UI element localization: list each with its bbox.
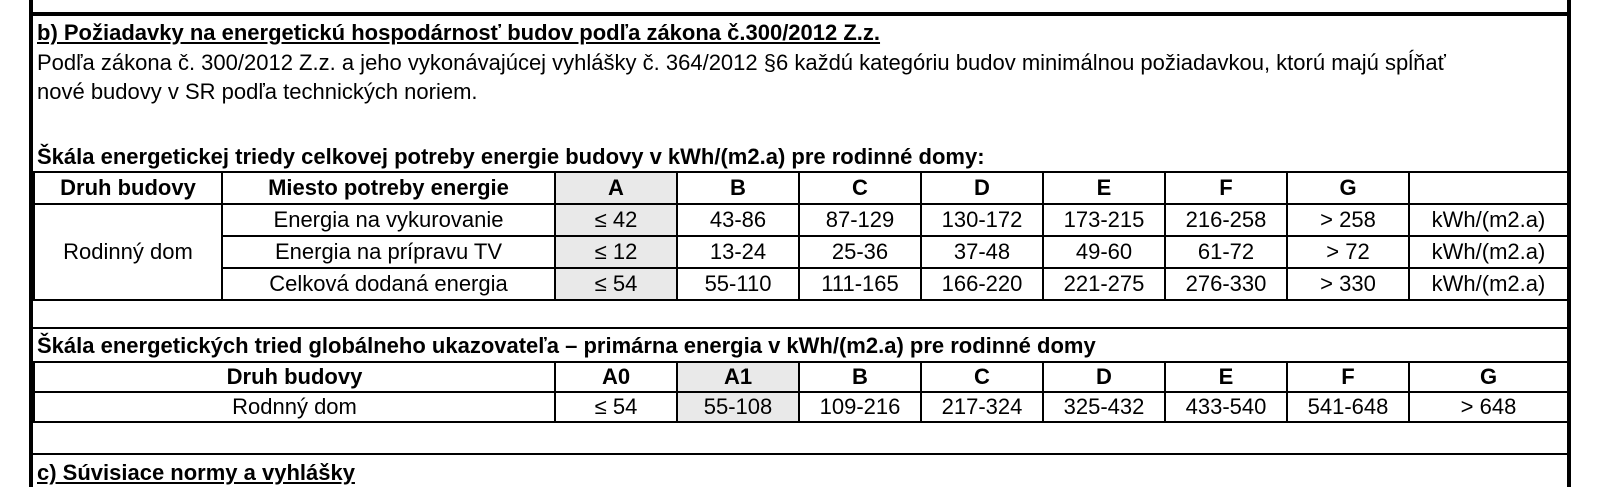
energy-use-label: Energia na vykurovanie <box>222 204 555 236</box>
table2-header-cell: A1 <box>677 362 799 392</box>
table1-header-cell: F <box>1165 172 1287 204</box>
unit-cell: kWh/(m2.a) <box>1409 268 1568 300</box>
table1-header-cell <box>1409 172 1568 204</box>
table2-title: Škála energetických tried globálneho ukazovateľa – primárna energia v kWh/(m2.a) pre rodinné domy <box>37 333 1096 358</box>
class-value-cell: 55-108 <box>677 392 799 422</box>
unit-cell: kWh/(m2.a) <box>1409 204 1568 236</box>
class-value-cell: 61-72 <box>1165 236 1287 268</box>
class-value-cell: 55-110 <box>677 268 799 300</box>
class-value-cell: ≤ 12 <box>555 236 677 268</box>
class-value-cell: ≤ 54 <box>555 268 677 300</box>
energy-class-table <box>33 171 1569 301</box>
class-value-cell: 433-540 <box>1165 392 1287 422</box>
class-value-cell: 217-324 <box>921 392 1043 422</box>
table1-header-cell: A <box>555 172 677 204</box>
table1-title: Škála energetickej triedy celkovej potreby energie budovy v kWh/(m2.a) pre rodinné domy: <box>37 144 985 169</box>
table1-header-cell: G <box>1287 172 1409 204</box>
table2-header-cell: C <box>921 362 1043 392</box>
table1-header-cell: E <box>1043 172 1165 204</box>
table2-header-cell: E <box>1165 362 1287 392</box>
section-divider <box>33 453 1567 455</box>
class-value-cell: 87-129 <box>799 204 921 236</box>
table2-header-cell: A0 <box>555 362 677 392</box>
class-value-cell: 276-330 <box>1165 268 1287 300</box>
table2-header-cell: G <box>1409 362 1568 392</box>
class-value-cell: 109-216 <box>799 392 921 422</box>
class-value-cell: > 330 <box>1287 268 1409 300</box>
class-value-cell: > 648 <box>1409 392 1568 422</box>
class-value-cell: 541-648 <box>1287 392 1409 422</box>
class-value-cell: > 258 <box>1287 204 1409 236</box>
unit-cell: kWh/(m2.a) <box>1409 236 1568 268</box>
class-value-cell: ≤ 42 <box>555 204 677 236</box>
table-row <box>34 392 1568 422</box>
class-value-cell: 216-258 <box>1165 204 1287 236</box>
class-value-cell: 37-48 <box>921 236 1043 268</box>
class-value-cell: 111-165 <box>799 268 921 300</box>
class-value-cell: 25-36 <box>799 236 921 268</box>
energy-use-label: Energia na prípravu TV <box>222 236 555 268</box>
table2-header-row <box>34 362 1568 392</box>
class-value-cell: 221-275 <box>1043 268 1165 300</box>
table1-header-cell: D <box>921 172 1043 204</box>
class-value-cell: 173-215 <box>1043 204 1165 236</box>
class-value-cell: 325-432 <box>1043 392 1165 422</box>
class-value-cell: 166-220 <box>921 268 1043 300</box>
table1-header-cell: Miesto potreby energie <box>222 172 555 204</box>
table2-header-cell: F <box>1287 362 1409 392</box>
top-rule <box>33 12 1567 16</box>
table1-header-cell: C <box>799 172 921 204</box>
section-divider <box>33 327 1567 329</box>
class-value-cell: 13-24 <box>677 236 799 268</box>
class-value-cell: 49-60 <box>1043 236 1165 268</box>
section-c-heading: c) Súvisiace normy a vyhlášky <box>37 460 355 485</box>
section-b-heading: b) Požiadavky na energetickú hospodárnosť budov podľa zákona č.300/2012 Z.z. <box>37 20 881 45</box>
table1-header-cell: B <box>677 172 799 204</box>
primary-energy-table <box>33 361 1569 423</box>
table-row <box>34 204 1568 236</box>
table2-header-cell: D <box>1043 362 1165 392</box>
table-row <box>34 268 1568 300</box>
table1-header-cell: Druh budovy <box>34 172 222 204</box>
table-row <box>34 236 1568 268</box>
building-type-cell: Rodinný dom <box>34 204 222 300</box>
class-value-cell: > 72 <box>1287 236 1409 268</box>
table2-header-cell: B <box>799 362 921 392</box>
building-type-cell: Rodnný dom <box>34 392 555 422</box>
section-b-paragraph-line2: nové budovy v SR podľa technických noriem. <box>37 79 478 104</box>
table2-header-cell: Druh budovy <box>34 362 555 392</box>
energy-use-label: Celková dodaná energia <box>222 268 555 300</box>
section-b-paragraph-line1: Podľa zákona č. 300/2012 Z.z. a jeho vykonávajúcej vyhlášky č. 364/2012 §6 každú kategóriu budov minimálnou požiadavkou, ktorú majú spĺňať <box>37 50 1446 75</box>
class-value-cell: ≤ 54 <box>555 392 677 422</box>
table1-header-row <box>34 172 1568 204</box>
class-value-cell: 43-86 <box>677 204 799 236</box>
class-value-cell: 130-172 <box>921 204 1043 236</box>
